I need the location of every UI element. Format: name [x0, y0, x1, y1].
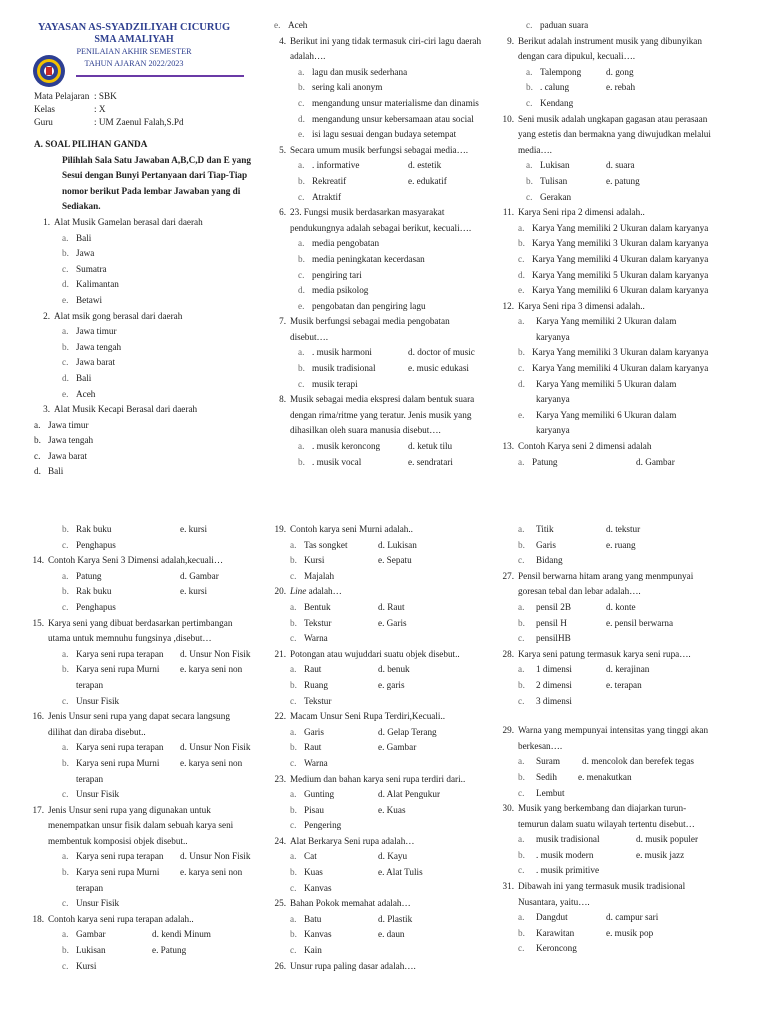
question-10-cont-2: media…. [518, 144, 552, 155]
option-14c: c. Penghapus [62, 601, 116, 612]
option-26b: b. Garis e. ruang [518, 539, 636, 550]
option-13a: a. Patung d. Gambar [518, 456, 675, 467]
option-22c: c. Warna [290, 757, 328, 768]
option-15b-cont: terapan [76, 679, 104, 690]
option-12a-cont: karyanya [536, 331, 570, 342]
option-23b: b. Pisau e. Kuas [290, 804, 406, 815]
option-6a: a. media pengobatan [298, 238, 380, 249]
question-31-cont: Nusantara, yaitu…. [518, 896, 590, 907]
page-bottom [0, 516, 768, 1024]
question-27-cont: goresan tebal dan lebar adalah…. [518, 586, 641, 597]
option-5b: b. Rekreatif e. edukatif [298, 175, 447, 186]
option-31c: c. Keroncong [518, 943, 577, 954]
option-31a: a. Dangdut d. campur sari [518, 912, 659, 923]
question-15: 15. Karya seni yang dibuat berdasarkan pertimbangan [32, 617, 233, 628]
teacher-value: : UM Zaenul Falah,S.Pd [94, 117, 184, 127]
column-2-top [270, 18, 492, 470]
option-10b: b. Tulisan e. patung [526, 175, 640, 186]
option-22b: b. Raut e. Gambar [290, 742, 417, 753]
instruction-line-2: Sesui dengan Bunyi Pertanyaan dari Tiap-Tiap [62, 170, 248, 181]
option-19a: a. Tas songket d. Lukisan [290, 539, 417, 550]
question-29: 29. Warna yang mempunyai intensitas yang tinggi akan [502, 725, 709, 736]
option-18c: c. Kursi [62, 960, 97, 971]
subject-value: : SBK [94, 91, 117, 101]
question-24: 24. Alat Berkarya Seni rupa adalah… [274, 835, 415, 846]
option-8a: a. . musik keroncong d. ketuk tilu [298, 441, 453, 452]
question-25: 25. Bahan Pokok memahat adalah… [274, 898, 411, 909]
question-19: 19. Contoh karya seni Murni adalah.. [274, 524, 413, 534]
option-30b: b. . musik modern e. musik jazz [518, 849, 685, 860]
header-rule [76, 75, 244, 77]
option-8b: b. . musik vocal e. sendratari [298, 456, 453, 467]
question-15-cont: utama untuk memnuhu fungsinya ,disebut… [48, 633, 212, 644]
instruction-line-3: nomor berikut Pada lembar Jawaban yang di [62, 185, 241, 196]
column-2-bottom [270, 522, 492, 974]
option-24b: b. Kuas e. Alat Tulis [290, 867, 423, 878]
option-29c: c. Lembut [518, 787, 565, 798]
question-17-cont-2: membentuk komposisi objek disebut.. [48, 835, 188, 846]
option-3a: a. Jawa timur [34, 419, 89, 430]
option-11d: d. Karya Yang memiliki 5 Ukuran dalam karyanya [518, 269, 709, 280]
option-3e: e. Aceh [274, 20, 308, 30]
option-28b: b. 2 dimensi e. terapan [518, 679, 642, 690]
option-17b-cont: terapan [76, 882, 104, 893]
question-9: 9. Berikut adalah instrument musik yang dibunyikan [507, 35, 702, 46]
option-31b: b. Karawitan e. musik pop [518, 927, 654, 938]
option-15a: a. Karya seni rupa terapan d. Unsur Non Fisik [62, 648, 251, 659]
option-27b: b. pensil H e. pensil berwarna [518, 617, 674, 628]
option-27c: c. pensilHB [518, 633, 571, 644]
option-2a: a. Jawa timur [62, 326, 117, 337]
option-20a: a. Bentuk d. Raut [290, 601, 405, 612]
option-10c: c. Gerakan [526, 191, 572, 202]
option-17b: b. Karya seni rupa Murni e. karya seni non [62, 867, 243, 878]
subject-label: Mata Pelajaran [34, 91, 90, 101]
option-3d: d. Bali [34, 466, 64, 477]
option-12a: a. Karya Yang memiliki 2 Ukuran dalam [518, 316, 677, 327]
option-28a: a. 1 dimensi d. kerajinan [518, 664, 650, 675]
class-value: : X [94, 104, 106, 114]
question-6: 6. 23. Fungsi musik berdasarkan masyarakat [279, 207, 445, 218]
question-10-cont-1: yang estetis dan bermakna yang diwujudkan melalui [518, 129, 711, 140]
option-17c: c. Unsur Fisik [62, 898, 120, 909]
question-13: 13. Contoh Karya seni 2 dimensi adalah [502, 441, 652, 452]
question-16: 16. Jenis Unsur seni rupa yang dapat secara langsung [32, 711, 230, 722]
option-2c: c. Jawa barat [62, 357, 116, 368]
option-12d-cont: karyanya [536, 394, 570, 405]
section-title: A. SOAL PILIHAN GANDA [34, 139, 148, 149]
option-1d: d. Kalimantan [62, 279, 119, 290]
option-20c: c. Warna [290, 633, 328, 644]
option-9a: a. Talempong d. gong [526, 66, 634, 77]
option-12b: b. Karya Yang memiliki 3 Ukuran dalam karyanya [518, 347, 709, 358]
option-7c: c. musik terapi [298, 378, 358, 389]
option-27a: a. pensil 2B d. konte [518, 601, 636, 612]
option-11e: e. Karya Yang memiliki 6 Ukuran dalam karyanya [518, 285, 709, 296]
question-1-text: Alat Musik Gamelan berasal dari daerah [54, 216, 203, 227]
option-28c: c. 3 dimensi [518, 695, 572, 706]
option-13c: c. Penghapus [62, 539, 116, 550]
column-3-top [498, 18, 744, 470]
option-18b: b. Lukisan e. Patung [62, 945, 187, 956]
question-30-cont: temurun dalam suatu wilayah tertentu disebut… [518, 818, 695, 829]
question-8-cont-1: dengan rima/ritme yang teratur. Jenis musik yang [290, 409, 472, 420]
question-12: 12. Karya Seni ripa 3 dimensi adalah.. [502, 300, 645, 311]
option-1e: e. Betawi [62, 294, 103, 305]
option-9c: c. Kendang [526, 97, 574, 108]
question-7: 7. Musik berfungsi sebagai media pengobatan [279, 316, 450, 327]
question-9-cont: dengan cara dipukul, kecuali…. [518, 51, 636, 62]
question-5: 5. Secara umum musik berfungsi sebagai media…. [279, 144, 469, 155]
question-7-cont: disebut…. [290, 331, 329, 342]
question-10: 10. Seni musik adalah ungkapan gagasan atau perasaan [502, 113, 708, 124]
option-25b: b. Kanvas e. daun [290, 929, 405, 940]
page-top [0, 0, 768, 500]
option-3c: c. Jawa barat [34, 450, 88, 461]
question-22: 22. Macam Unsur Seni Rupa Terdiri,Kecuali.. [274, 711, 446, 722]
header-year: TAHUN AJARAN 2022/2023 [84, 59, 184, 68]
option-5c: c. Atraktif [298, 191, 342, 202]
question-23: 23. Medium dan bahan karya seni rupa terdiri dari.. [274, 773, 466, 784]
option-21b: b. Ruang e. garis [290, 679, 405, 690]
option-12c: c. Karya Yang memiliki 4 Ukuran dalam karyanya [518, 363, 709, 374]
question-27: 27. Pensil berwarna hitam arang yang menmpunyai [502, 570, 694, 581]
option-6c: c. pengiring tari [298, 269, 362, 280]
option-24a: a. Cat d. Kayu [290, 851, 408, 862]
option-8c: c. paduan suara [526, 20, 589, 30]
option-12e: e. Karya Yang memiliki 6 Ukuran dalam [518, 409, 677, 420]
option-1c: c. Sumatra [62, 263, 107, 274]
instruction-line-4: Sediakan. [62, 201, 101, 212]
question-29-cont: berkesan…. [518, 740, 563, 751]
option-16a: a. Karya seni rupa terapan d. Unsur Non Fisik [62, 742, 251, 753]
option-11c: c. Karya Yang memiliki 4 Ukuran dalam karyanya [518, 253, 709, 264]
question-2: 2. Alat msik gong berasal dari daerah [43, 310, 183, 321]
option-21a: a. Raut d. benuk [290, 664, 410, 675]
option-2b: b. Jawa tengah [62, 341, 122, 352]
class-label: Kelas [34, 104, 55, 114]
question-6-cont: pendukungnya adalah sebagai berikut, kecuali…. [290, 222, 472, 233]
question-31: 31. Dibawah ini yang termasuk musik tradisional [502, 881, 686, 892]
option-22a: a. Garis d. Gelap Terang [290, 726, 437, 737]
option-12d: d. Karya Yang memiliki 5 Ukuran dalam [518, 378, 677, 389]
option-7a: a. . musik harmoni d. doctor of music [298, 347, 475, 358]
question-8-cont-2: dihasilkan oleh suara manusia disebut…. [290, 425, 441, 436]
option-4a: a. lagu dan musik sederhana [298, 66, 408, 77]
instruction-line-1: Pilihlah Sala Satu Jawaban A,B,C,D dan E yang [62, 154, 251, 165]
header-school: SMA AMALIYAH [94, 34, 174, 45]
option-11a: a. Karya Yang memiliki 2 Ukuran dalam karyanya [518, 222, 709, 233]
option-12e-cont: karyanya [536, 425, 570, 436]
question-30: 30. Musik yang berkembang dan diajarkan turun- [502, 803, 687, 814]
option-14a: a. Patung d. Gambar [62, 570, 219, 581]
option-16c: c. Unsur Fisik [62, 789, 120, 800]
column-3-bottom [498, 522, 744, 957]
question-8: 8. Musik sebagai media ekspresi dalam bentuk suara [279, 394, 475, 405]
question-4-cont: adalah…. [290, 51, 326, 62]
question-18: 18. Contoh karya seni rupa terapan adalah.. [32, 913, 194, 924]
option-4c: c. mengandung unsur materialisme dan dinamis [298, 97, 479, 108]
option-23c: c. Pengering [290, 820, 342, 831]
option-5a: a. . informative d. estetik [298, 160, 442, 171]
option-17a: a. Karya seni rupa terapan d. Unsur Non Fisik [62, 851, 251, 862]
option-30a: a. musik tradisional d. musik populer [518, 834, 699, 845]
option-4e: e. isi lagu sesuai dengan budaya setempat [298, 129, 457, 140]
option-16b-cont: terapan [76, 773, 104, 784]
question-3: 3. Alat Musik Kecapi Berasal dari daerah [43, 404, 198, 415]
option-13b: b. Rak buku e. kursi [62, 524, 208, 534]
option-1b: b. Jawa [62, 248, 95, 259]
header-exam: PENILAIAN AKHIR SEMESTER [76, 47, 192, 56]
option-7b: b. musik tradisional e. music edukasi [298, 363, 469, 374]
question-16-cont: dilihat dan diraba disebut.. [48, 726, 146, 737]
option-21c: c. Tekstur [290, 695, 332, 706]
option-3b: b. Jawa tengah [34, 435, 94, 446]
option-16b: b. Karya seni rupa Murni e. karya seni non [62, 757, 243, 768]
question-4: 4. Berikut ini yang tidak termasuk ciri-ciri lagu daerah [279, 35, 482, 46]
option-23a: a. Gunting d. Alat Pengukur [290, 789, 441, 800]
option-25c: c. Kain [290, 945, 322, 956]
question-28: 28. Karya seni patung termasuk karya seni rupa…. [502, 648, 691, 659]
question-1: 1. Alat Musik Gamelan berasal dari daerah [43, 216, 203, 227]
option-29b: b. Sedih e. menakutkan [518, 771, 632, 782]
question-20: 20. Line adalah… [274, 586, 342, 597]
option-4b: b. sering kali anonym [298, 82, 383, 93]
exam-meta [34, 90, 184, 129]
option-14b: b. Rak buku e. kursi [62, 586, 208, 597]
option-15c: c. Unsur Fisik [62, 695, 120, 706]
option-19b: b. Kursi e. Sepatu [290, 555, 412, 566]
option-9b: b. . calung e. rebah [526, 82, 636, 93]
question-21: 21. Potongan atau wujuddari suatu objek disebut.. [274, 648, 460, 659]
option-10a: a. Lukisan d. suara [526, 160, 635, 171]
option-19c: c. Majalah [290, 570, 335, 581]
option-4d: d. mengandung unsur kebersamaan atau social [298, 113, 474, 124]
column-1-bottom [28, 522, 252, 974]
option-6d: d. media psikolog [298, 285, 369, 296]
question-14: 14. Contoh Karya Seni 3 Dimensi adalah,kecuali… [32, 555, 224, 566]
option-24c: c. Kanvas [290, 882, 332, 893]
header-foundation: YAYASAN AS-SYADZILIYAH CICURUG [37, 22, 231, 33]
question-11: 11. Karya Seni ripa 2 dimensi adalah.. [502, 207, 645, 218]
option-11b: b. Karya Yang memiliki 3 Ukuran dalam karyanya [518, 238, 709, 249]
section-block [34, 137, 254, 480]
option-25a: a. Batu d. Plastik [290, 913, 413, 924]
option-26c: c. Bidang [518, 555, 563, 566]
option-6e: e. pengobatan dan pengiring lagu [298, 300, 426, 311]
option-18a: a. Gambar d. kendi Minum [62, 929, 211, 940]
option-1a: a. Bali [62, 232, 92, 243]
question-17: 17. Jenis Unsur seni rupa yang digunakan untuk [32, 804, 211, 815]
question-26: 26. Unsur rupa paling dasar adalah…. [274, 960, 416, 971]
option-20b: b. Tekstur e. Garis [290, 617, 407, 628]
option-15b: b. Karya seni rupa Murni e. karya seni non [62, 664, 243, 675]
option-29a: a. Suram d. mencolok dan berefek tegas [518, 756, 694, 767]
option-2e: e. Aceh [62, 388, 96, 399]
teacher-label: Guru [34, 117, 53, 127]
option-2d: d. Bali [62, 372, 92, 383]
option-30c: c. . musik primitive [518, 865, 600, 876]
question-17-cont-1: menempatkan unsur fisik dalam sebuah karya seni [48, 820, 234, 831]
option-26a: a. Titik d. tekstur [518, 524, 641, 534]
option-6b: b. media peningkatan kecerdasan [298, 253, 425, 264]
